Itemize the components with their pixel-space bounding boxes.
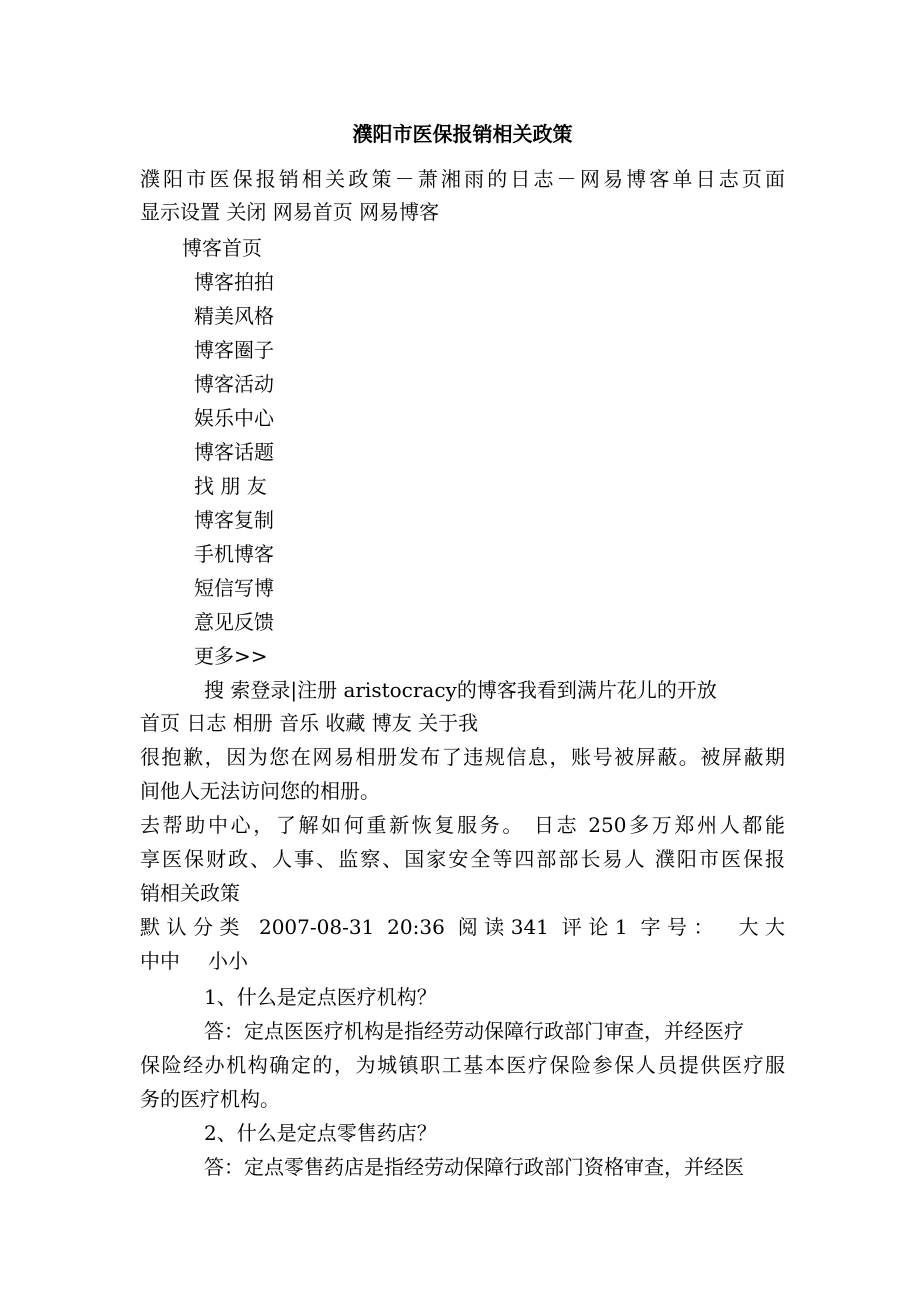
- help-line-1: 去帮助中心，了解如何重新恢复服务。 日志 250多万郑州人都能: [140, 813, 785, 837]
- nav-item: 短信写博: [194, 576, 274, 600]
- help-line-3: 销相关政策: [140, 881, 240, 905]
- nav-item: 精美风格: [194, 304, 274, 328]
- nav-item: 博客活动: [194, 372, 274, 396]
- nav-item: 找 朋 友: [194, 474, 267, 498]
- question-2: 2、什么是定点零售药店？: [204, 1121, 437, 1145]
- entry-comments: 评论1: [561, 915, 628, 939]
- nav-item: 手机博客: [194, 542, 274, 566]
- header-page-title: 濮阳市医保报销相关政策－萧湘雨的日志－网易博客: [140, 167, 673, 191]
- nav-item: 博客拍拍: [194, 270, 274, 294]
- nav-item: 博客话题: [194, 440, 274, 464]
- search-login-line: 搜 索登录|注册 aristocracy的博客我看到满片花儿的开放: [204, 678, 717, 702]
- entry-meta-line: [140, 913, 785, 941]
- fontsize-label: 字号：: [640, 915, 721, 939]
- notice-line-1: 很抱歉，因为您在网易相册发布了违规信息，账号被屏蔽。被屏蔽期: [140, 745, 785, 769]
- notice-line-2: 间他人无法访问您的相册。: [140, 779, 380, 803]
- answer-2-line-1: 答：定点零售药店是指经劳动保障行政部门资格审查，并经医: [204, 1155, 744, 1179]
- single-entry-page-label: 单日志页面: [672, 167, 786, 191]
- nav-item: 娱乐中心: [194, 406, 274, 430]
- entry-category: 默认分类: [140, 915, 247, 939]
- help-line-2: 享医保财政、人事、监察、国家安全等四部部长易人 濮阳市医保报: [140, 847, 785, 871]
- nav-item-more: 更多>>: [194, 644, 268, 668]
- document-title: 濮阳市医保报销相关政策: [352, 122, 573, 146]
- answer-1-line-2: 保险经办机构确定的，为城镇职工基本医疗保险参保人员提供医疗服: [140, 1053, 785, 1077]
- fontsize-large: 大大: [732, 915, 786, 939]
- entry-datetime: 2007-08-31 20:36: [258, 915, 445, 939]
- header-line-1: [140, 165, 785, 193]
- nav-item: 博客复制: [194, 508, 274, 532]
- nav-item: 博客圈子: [194, 338, 274, 362]
- fontsize-small: 小小: [208, 949, 248, 973]
- entry-reads: 阅读341: [457, 915, 549, 939]
- answer-1-line-1: 答：定点医医疗机构是指经劳动保障行政部门审查，并经医疗: [204, 1019, 744, 1043]
- question-1: 1、什么是定点医疗机构？: [204, 985, 437, 1009]
- entry-meta-line-2: [140, 947, 248, 975]
- answer-1-line-3: 务的医疗机构。: [140, 1087, 280, 1111]
- nav-item: 意见反馈: [194, 610, 274, 634]
- nav-blog-home: 博客首页: [182, 236, 262, 260]
- fontsize-group: [640, 915, 785, 939]
- blog-tabs-line: 首页 日志 相册 音乐 收藏 博友 关于我: [140, 711, 479, 735]
- fontsize-medium: 中中: [140, 949, 180, 973]
- header-line-2: 显示设置 关闭 网易首页 网易博客: [140, 200, 440, 224]
